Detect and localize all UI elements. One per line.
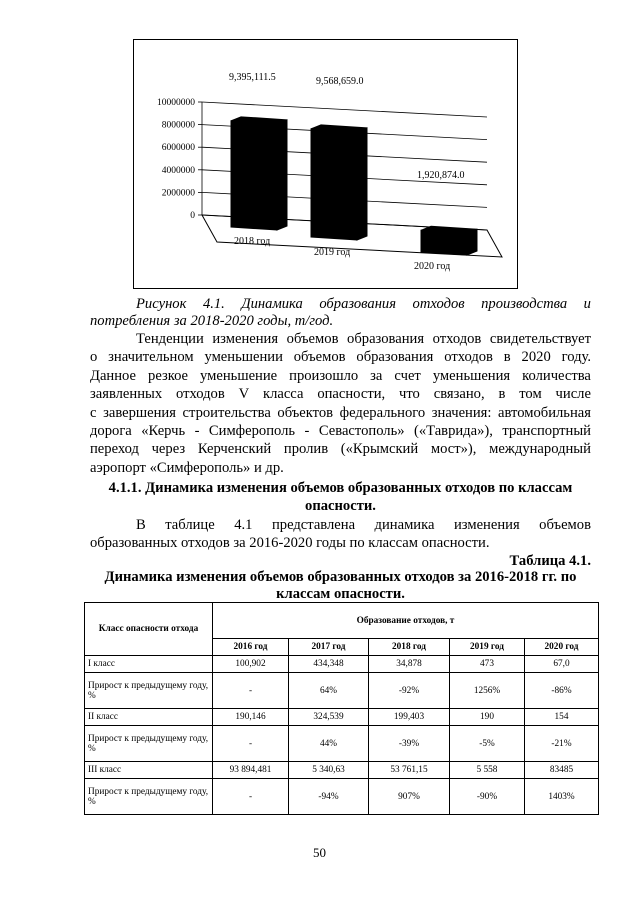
text-line: образованных отходов за 2016-2020 годы по классам опасности. [90, 535, 490, 552]
y-tick-label: 0 [190, 211, 195, 221]
table-cell: - [213, 779, 289, 815]
table-cell: -86% [525, 673, 599, 709]
caption-word: отходов [412, 296, 465, 312]
header-year: 2017 год [289, 639, 369, 656]
table-cell: -21% [525, 726, 599, 762]
bar-face [421, 230, 467, 255]
paragraph-table-intro [90, 516, 591, 553]
table-cell: 100,902 [213, 656, 289, 673]
table-cell: - [213, 673, 289, 709]
bar [231, 117, 287, 230]
table-cell: 93 894,481 [213, 762, 289, 779]
table-cell: 5 558 [450, 762, 525, 779]
caption-word: образования [319, 296, 397, 312]
figure-caption [90, 296, 591, 330]
gridline [202, 102, 487, 117]
bar [421, 226, 477, 255]
caption-word: 4.1. [202, 296, 225, 312]
y-tick-label: 2000000 [161, 188, 195, 199]
table-cell: 64% [289, 673, 369, 709]
table-cell: - [213, 726, 289, 762]
y-tick-label: 6000000 [161, 143, 195, 154]
row-label: Прирост к предыдущему году, % [85, 673, 213, 709]
paragraph-waste-trends [90, 330, 591, 477]
table-cell: 83485 [525, 762, 599, 779]
text-line: с завершения строительства объектов федерального значения: автомобильная [90, 404, 591, 421]
header-waste-generation: Образование отходов, т [213, 603, 599, 639]
text-line: В таблице 4.1 представлена динамика изменения объемов [136, 517, 591, 533]
table-cell: -94% [289, 779, 369, 815]
text-line: Тенденции изменения объемов образования отходов свидетельствует [136, 331, 591, 347]
bar-data-label: 1,920,874.0 [417, 170, 465, 181]
y-tick-label: 8000000 [161, 120, 195, 131]
table-cell: 434,348 [289, 656, 369, 673]
section-heading-line-2: опасности. [305, 498, 376, 514]
table-cell: 473 [450, 656, 525, 673]
table-cell: 190,146 [213, 709, 289, 726]
table-row [85, 656, 599, 673]
section-heading-line-1: 4.1.1. Динамика изменения объемов образованных отходов по классам [108, 480, 573, 496]
text-line: заявленных отходов V класса опасности, что связано, в том числе [90, 386, 591, 403]
x-category-label: 2020 год [414, 261, 451, 272]
bar-chart-svg [134, 40, 519, 290]
caption-word: производства [481, 296, 568, 312]
waste-by-hazard-class-table [84, 602, 599, 815]
table-cell: 154 [525, 709, 599, 726]
text-line: переход через Керченский пролив («Крымский мост»), международный [90, 441, 591, 458]
bar [311, 125, 367, 240]
table-cell: -5% [450, 726, 525, 762]
caption-word: Динамика [241, 296, 303, 312]
header-year: 2018 год [369, 639, 450, 656]
text-line: о значительном уменьшении объемов образования отходов в 2020 году. [90, 349, 591, 366]
x-category-label: 2019 год [314, 247, 351, 258]
x-category-label: 2018 год [234, 236, 271, 247]
table-cell: 190 [450, 709, 525, 726]
bar-face [357, 128, 367, 240]
header-year: 2019 год [450, 639, 525, 656]
table-row [85, 726, 599, 762]
bar-data-label: 9,395,111.5 [229, 72, 276, 83]
table-cell: 907% [369, 779, 450, 815]
table-title-line-1: Динамика изменения объемов образованных отходов за 2016-2018 гг. по [104, 569, 577, 585]
table-cell: 5 340,63 [289, 762, 369, 779]
table-row [85, 709, 599, 726]
row-label: Прирост к предыдущему году, % [85, 779, 213, 815]
table-row [85, 762, 599, 779]
row-label: I класс [85, 656, 213, 673]
table-cell: 53 761,15 [369, 762, 450, 779]
page-number: 50 [313, 845, 326, 860]
table-label: Таблица 4.1. [509, 553, 591, 569]
table-cell: -92% [369, 673, 450, 709]
table-row [85, 673, 599, 709]
row-label: Прирост к предыдущему году, % [85, 726, 213, 762]
header-hazard-class: Класс опасности отхода [85, 603, 213, 656]
table-cell: 44% [289, 726, 369, 762]
table-title [90, 569, 591, 603]
table-cell: 324,539 [289, 709, 369, 726]
row-label: II класс [85, 709, 213, 726]
table-cell: 1256% [450, 673, 525, 709]
bar-face [231, 121, 277, 230]
table-cell: 34,878 [369, 656, 450, 673]
table-cell: 199,403 [369, 709, 450, 726]
text-line: аэропорт «Симферополь» и др. [90, 459, 284, 476]
table-cell: 1403% [525, 779, 599, 815]
bar-face [311, 129, 357, 240]
bar-face [467, 229, 477, 255]
row-label: III класс [85, 762, 213, 779]
header-year: 2016 год [213, 639, 289, 656]
table-row [85, 779, 599, 815]
table-cell: -39% [369, 726, 450, 762]
caption-word: и [583, 296, 591, 312]
text-line: Данное резкое уменьшение произошло за счет уменьшения количества [90, 367, 591, 384]
y-tick-label: 10000000 [157, 98, 195, 108]
bar-data-label: 9,568,659.0 [316, 76, 364, 87]
caption-word: Рисунок [136, 296, 187, 312]
table-title-line-2: классам опасности. [276, 586, 405, 602]
table-cell: -90% [450, 779, 525, 815]
figure-caption-line-1 [90, 296, 591, 313]
figure-caption-line-2: потребления за 2018-2020 годы, т/год. [90, 313, 334, 329]
header-year: 2020 год [525, 639, 599, 656]
bar-chart-figure [133, 39, 518, 289]
y-tick-label: 4000000 [161, 165, 195, 176]
table-cell: 67,0 [525, 656, 599, 673]
section-heading [90, 479, 591, 515]
text-line: дорога «Керчь - Симферополь - Севастополь» («Таврида»), транспортный [90, 423, 591, 440]
bar-face [277, 120, 287, 230]
